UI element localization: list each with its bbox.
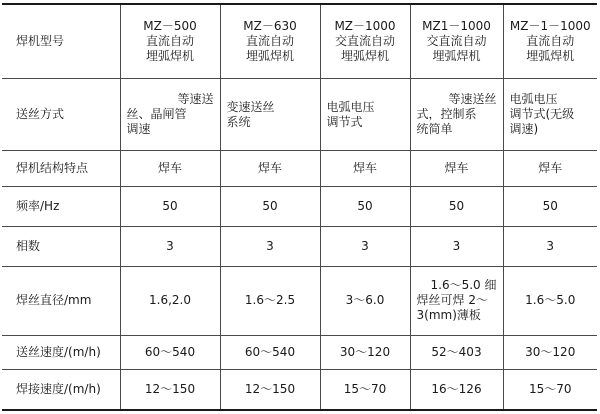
- table-cell: 50: [410, 187, 503, 226]
- table-cell: 3: [503, 226, 597, 266]
- model-name: MZ1－1000: [422, 18, 491, 33]
- model-header-3: [320, 4, 410, 78]
- table-cell: 15～70: [320, 370, 410, 410]
- table-cell: 60～540: [220, 336, 320, 370]
- table-row: [2, 151, 597, 187]
- model-header-2: [220, 4, 320, 78]
- header-row: [2, 4, 597, 78]
- row-label: 频率/Hz: [2, 187, 120, 226]
- table-cell: 3: [120, 226, 220, 266]
- table-cell: 1.6,2.0: [120, 266, 220, 335]
- model-desc-line: 埋弧焊机: [145, 48, 194, 63]
- welder-spec-table: [2, 3, 597, 411]
- cell-line: 电弧电压: [326, 99, 375, 114]
- header-label: 焊机型号: [2, 4, 120, 78]
- model-header-1: [120, 4, 220, 78]
- cell-line: 变速送丝: [226, 99, 275, 114]
- cell-line: 3(mm)薄板: [416, 308, 481, 323]
- cell-line: 等速送丝: [448, 92, 497, 107]
- table-cell: 焊车: [120, 151, 220, 187]
- row-label: 焊丝直径/mm: [2, 266, 120, 335]
- cell-line: 调速: [126, 122, 151, 137]
- cell-line: 焊丝可焊 2～: [416, 293, 488, 308]
- table-cell: 3: [320, 226, 410, 266]
- table-row: [2, 187, 597, 226]
- cell-line: 系统: [226, 114, 251, 129]
- table-row: [2, 226, 597, 266]
- table-cell: 焊车: [410, 151, 503, 187]
- table-cell: 焊车: [320, 151, 410, 187]
- table-cell: 12～150: [120, 370, 220, 410]
- cell-line: 统简单: [416, 122, 453, 137]
- cell-line: 等速送: [177, 92, 214, 107]
- table-cell: 1.6～5.0: [503, 266, 597, 335]
- model-header-5: [503, 4, 597, 78]
- table-cell: [503, 78, 597, 150]
- model-name: MZ－630: [243, 18, 297, 33]
- model-desc-line: 埋弧焊机: [526, 48, 575, 63]
- table-cell: [220, 78, 320, 150]
- cell-line: 调速): [509, 122, 539, 137]
- table-row: [2, 78, 597, 150]
- cell-line: 电弧电压: [509, 92, 558, 107]
- table-cell: 16～126: [410, 370, 503, 410]
- table-cell: 1.6～2.5: [220, 266, 320, 335]
- table-cell: 3～6.0: [320, 266, 410, 335]
- model-desc-line: 交直流自动: [426, 33, 487, 48]
- table-cell: 焊车: [503, 151, 597, 187]
- model-desc-line: 直流自动: [145, 33, 194, 48]
- table-cell: 12～150: [220, 370, 320, 410]
- table-cell: 15～70: [503, 370, 597, 410]
- model-desc-line: 直流自动: [526, 33, 575, 48]
- table-cell: [120, 78, 220, 150]
- cell-line: 调节式: [326, 114, 363, 129]
- row-label: 送丝方式: [2, 78, 120, 150]
- row-label: 送丝速度/(m/h): [2, 336, 120, 370]
- row-label: 焊机结构特点: [2, 151, 120, 187]
- table-cell: [320, 78, 410, 150]
- model-desc-line: 交直流自动: [334, 33, 395, 48]
- table-cell: 50: [220, 187, 320, 226]
- table-cell: 30～120: [503, 336, 597, 370]
- table-row: [2, 370, 597, 410]
- model-name: MZ－1000: [334, 18, 396, 33]
- model-header-4: [410, 4, 503, 78]
- row-label: 相数: [2, 226, 120, 266]
- table-cell: 50: [320, 187, 410, 226]
- cell-line: 调节式(无级: [509, 107, 575, 122]
- table-cell: 30～120: [320, 336, 410, 370]
- table-cell: 3: [410, 226, 503, 266]
- model-name: MZ－500: [143, 18, 197, 33]
- table-row: [2, 336, 597, 370]
- model-desc-line: 埋弧焊机: [245, 48, 294, 63]
- cell-line: 式，控制系: [416, 107, 477, 122]
- table-cell: [410, 266, 503, 335]
- cell-line: 1.6～5.0 细: [430, 278, 497, 293]
- table-cell: 焊车: [220, 151, 320, 187]
- table-cell: 50: [120, 187, 220, 226]
- table-cell: [410, 78, 503, 150]
- model-desc-line: 直流自动: [245, 33, 294, 48]
- model-desc-line: 埋弧焊机: [432, 48, 481, 63]
- row-label: 焊接速度/(m/h): [2, 370, 120, 410]
- table-cell: 60～540: [120, 336, 220, 370]
- table-cell: 52～403: [410, 336, 503, 370]
- table-row: [2, 266, 597, 335]
- model-name: MZ－1－1000: [509, 18, 591, 33]
- table-cell: 3: [220, 226, 320, 266]
- cell-line: 丝、晶闸管: [126, 107, 187, 122]
- model-desc-line: 埋弧焊机: [340, 48, 389, 63]
- table-cell: 50: [503, 187, 597, 226]
